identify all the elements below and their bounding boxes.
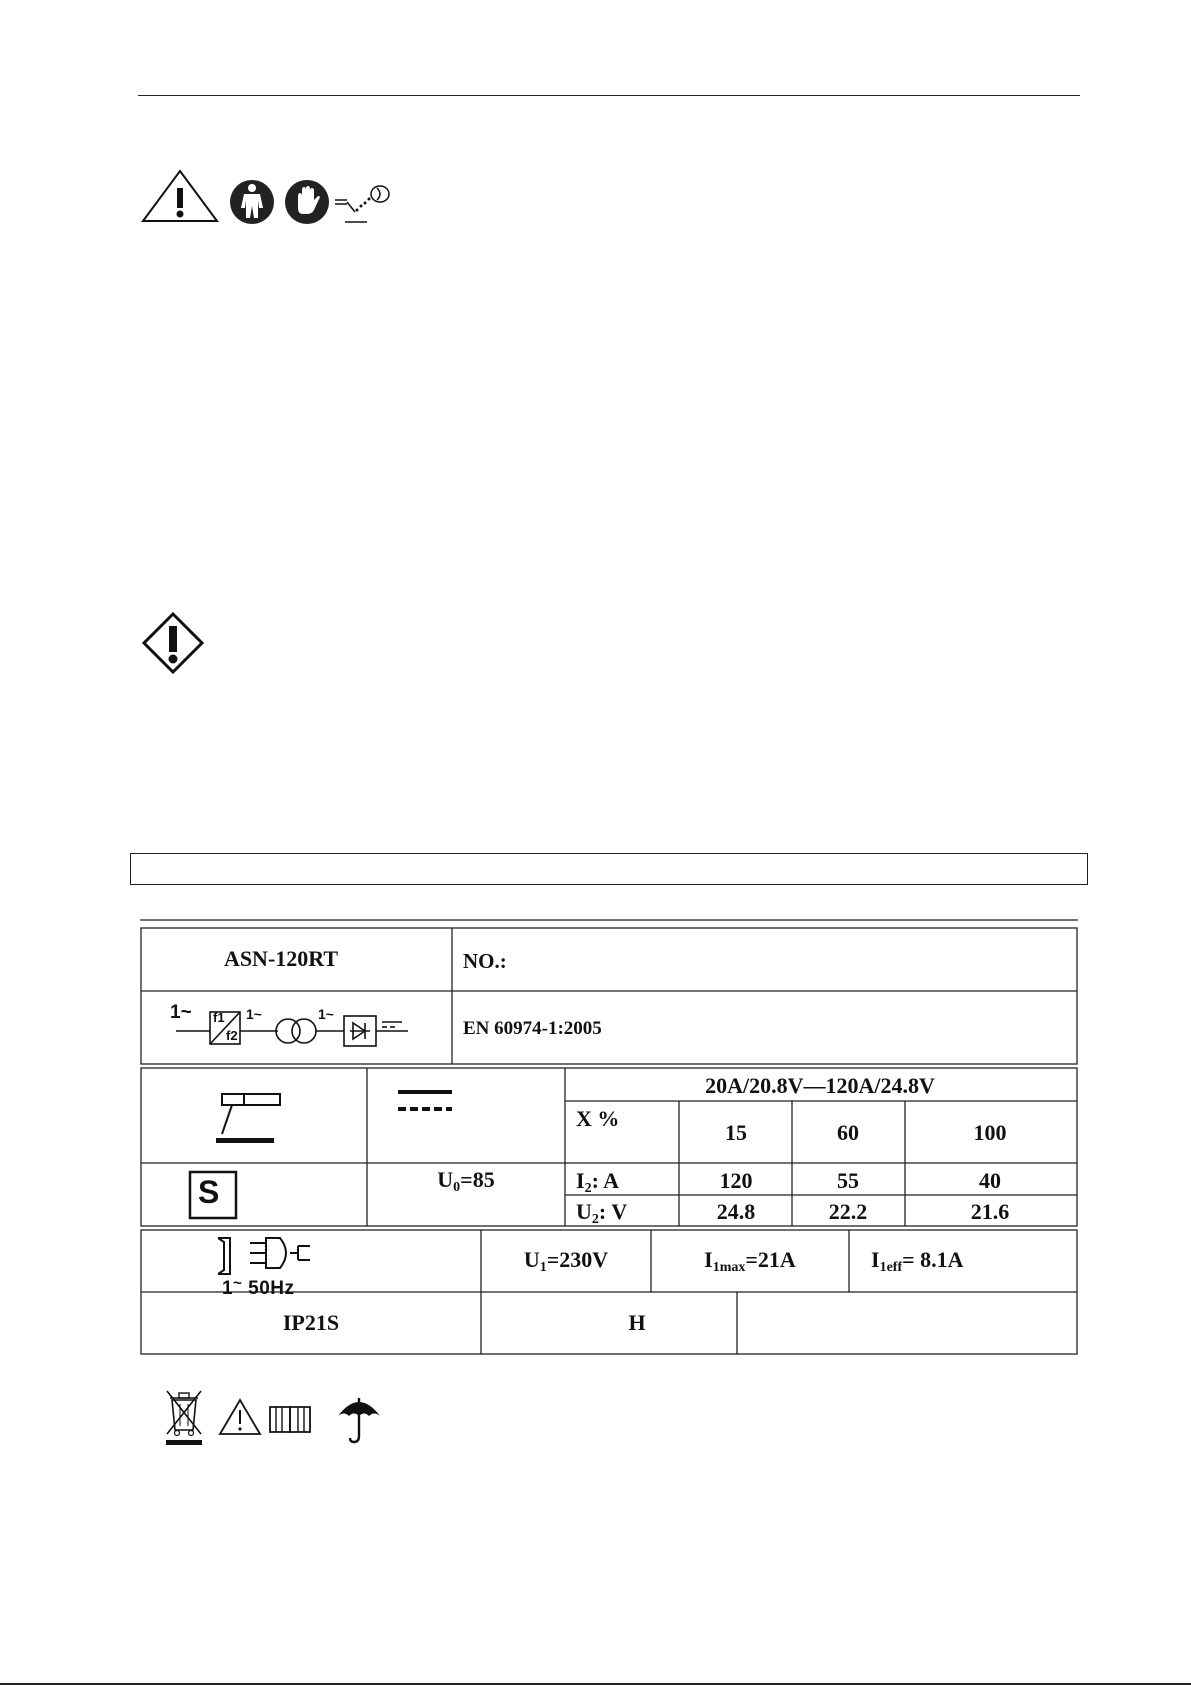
output-voltage-value-3: 21.6: [970, 1199, 1010, 1224]
duty-cycle-label: X %: [576, 1106, 620, 1131]
circuit-phase-mid1: 1~: [246, 1006, 262, 1022]
output-current-value-2: 55: [837, 1168, 859, 1193]
dc-current-symbol-icon: [398, 1090, 452, 1111]
circuit-f2-label: f2: [226, 1028, 238, 1043]
input-voltage: $U_1=230V$: [523, 1247, 609, 1275]
header-rule: [138, 95, 1080, 96]
model-name: ASN-120RT: [223, 946, 339, 971]
duty-cycle-value-1: 15: [725, 1120, 747, 1145]
supply-label: 1~ 50Hz: [222, 1275, 295, 1299]
no-load-voltage: $U_0=85$: [437, 1167, 495, 1195]
mains-supply-symbol-icon: [218, 1238, 310, 1274]
empty-frame-box: [130, 853, 1088, 885]
warning-triangle-icon: [140, 168, 220, 224]
protective-clothing-icon: [228, 178, 276, 226]
duty-cycle-value-2: 60: [837, 1120, 859, 1145]
weee-bin-icon: [164, 1388, 204, 1446]
rating-plate: [140, 920, 1078, 1356]
serial-number-label: NO.:: [463, 949, 507, 973]
protective-gloves-icon: [283, 178, 331, 226]
output-voltage-value-1: 24.8: [716, 1199, 756, 1224]
caution-diamond-icon: [142, 612, 204, 674]
circuit-f1-label: f1: [213, 1010, 225, 1025]
s-mark: S: [198, 1174, 220, 1210]
circuit-phase-mid2: 1~: [318, 1006, 334, 1022]
insulation-class: H: [628, 1310, 646, 1335]
inverter-circuit-symbol-icon: [176, 1012, 408, 1046]
current-voltage-range: 20A/20.8V—120A/24.8V: [705, 1073, 935, 1098]
welding-spatter-icon: [333, 182, 395, 226]
output-current-value-3: 40: [979, 1168, 1001, 1193]
output-voltage-value-2: 22.2: [828, 1199, 868, 1224]
mma-welding-symbol-icon: [216, 1094, 280, 1143]
standard-label: EN 60974-1:2005: [463, 1018, 602, 1039]
duty-cycle-value-3: 100: [973, 1120, 1007, 1145]
circuit-phase-input: 1~: [170, 1002, 192, 1023]
manual-book-icon: [268, 1404, 312, 1434]
protection-class: IP21S: [282, 1310, 340, 1335]
output-current-label: $I_2$: A: [576, 1168, 620, 1196]
effective-input-current: $I_{1eff}= 8.1A$: [871, 1247, 964, 1275]
umbrella-icon: [336, 1394, 382, 1444]
warning-triangle-small-icon: [218, 1398, 262, 1436]
output-current-value-1: 120: [719, 1168, 753, 1193]
output-voltage-label: $U_2$: V: [576, 1199, 628, 1227]
max-input-current: $I_{1max}=21A$: [704, 1247, 796, 1275]
